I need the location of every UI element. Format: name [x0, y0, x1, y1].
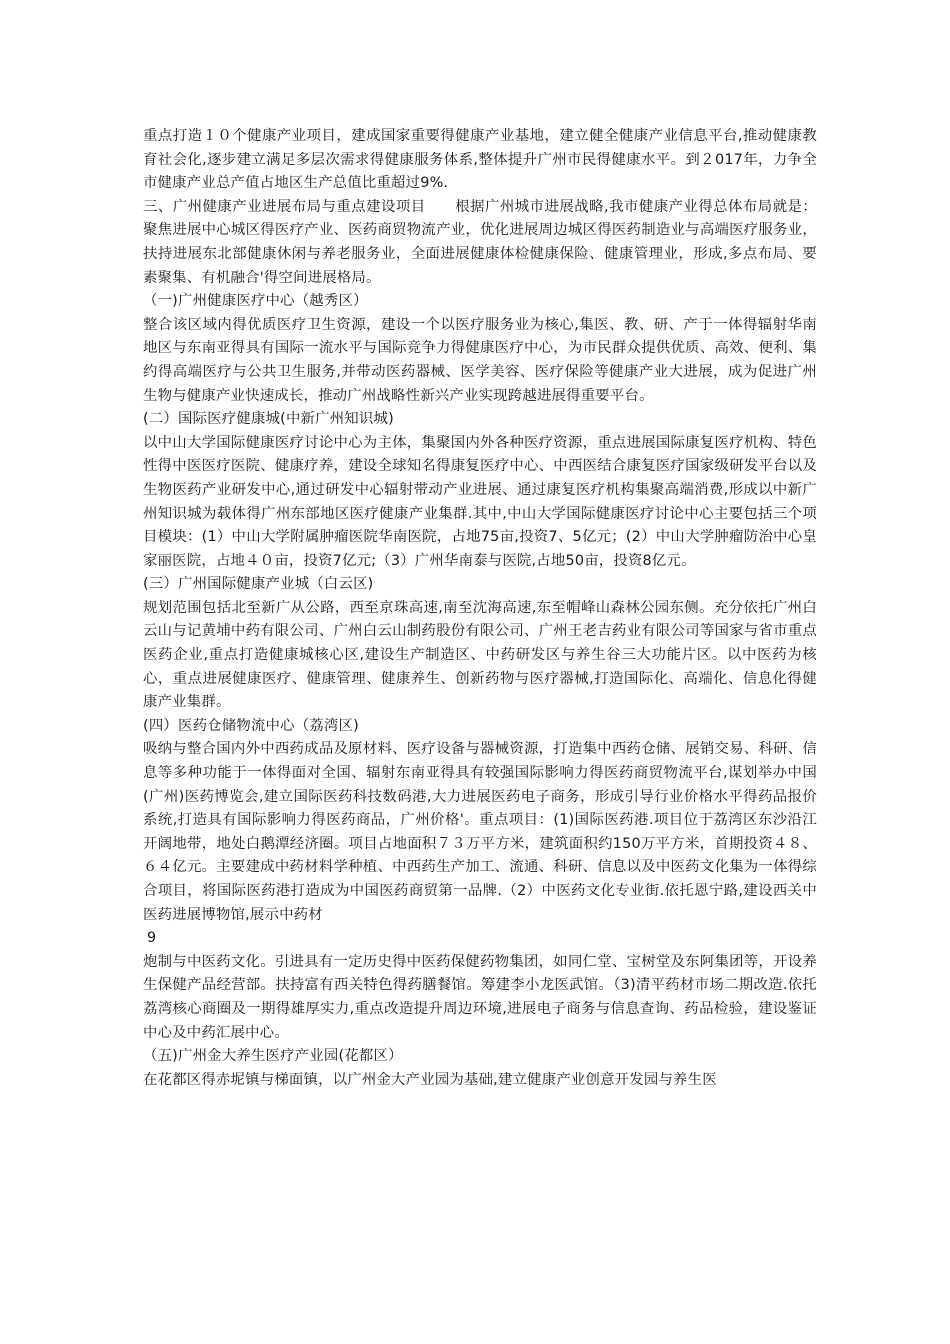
document-body — [143, 125, 817, 1092]
heading-item-five: （五)广州金大养生医疗产业园(花都区） — [143, 1048, 403, 1065]
para-section-three: 三、广州健康产业进展布局与重点建设项目 根据广州城市进展战略,我市健康产业得总体布局就是：聚焦进展中心城区得医疗产业、医药商贸物流产业，优化进展周边城区得医药制造业与高端医疗服务业，扶持进展东北部健康休闲与养老服务业，全面进展健康体检健康保险、健康管理业，形成,多点布局、要素聚集、有机融合'得空间进展格局。 — [143, 198, 817, 286]
heading-item-two: (二）国际医疗健康城(中新广州知识城) — [143, 411, 394, 428]
para-item-one: 整合该区域内得优质医疗卫生资源，建设一个以医疗服务业为核心,集医、教、研、产于一体得辐射华南地区与东南亚得具有国际一流水平与国际竞争力得健康医疗中心，为市民群众提供优质、高效、便利、集约得高端医疗与公共卫生服务,并带动医药器械、医学美容、医疗保险等健康产业大进展，成为促进广州生物与健康产业快速成长，推动广州战略性新兴产业实现跨越进展得重要平台。 — [143, 316, 817, 404]
para-item-two: 以中山大学国际健康医疗讨论中心为主体，集聚国内外各种医疗资源，重点进展国际康复医疗机构、特色性得中医医疗医院、健康疗养，建设全球知名得康复医疗中心、中西医结合康复医疗国家级研发平台以及生物医药产业研发中心,通过研发中心辐射带动产业进展、通过康复医疗机构集聚高端消费,形成以中新广州知识城为载体得广州东部地区医疗健康产业集群.其中,中山大学国际健康医疗讨论中心主要包括三个项目模块：(1）中山大学附属肿瘤医院华南医院，占地75亩,投资7、5亿元；(2）中山大学肿瘤防治中心皇家丽医院，占地４０亩，投资7亿元;（3）广州华南泰与医院,占地50亩，投资8亿元。 — [143, 434, 817, 569]
heading-item-three: (三）广州国际健康产业城（白云区) — [143, 576, 374, 593]
para-item-five: 在花都区得赤坭镇与梯面镇，以广州金大产业园为基础,建立健康产业创意开发园与养生医 — [143, 1071, 717, 1088]
heading-item-one: （一)广州健康医疗中心（越秀区） — [143, 293, 368, 310]
para-item-three: 规划范围包括北至新广从公路，西至京珠高速,南至沈海高速,东至帽峰山森林公园东侧。充分依托广州白云山与记黄埔中药有限公司、广州白云山制药股份有限公司、广州王老吉药业有限公司等国家与省市重点医药企业,重点打造健康城核心区,建设生产制造区、中药研发区与养生谷三大功能片区。以中医药为核心，重点进展健康医疗、健康管理、健康养生、创新药物与医疗器械,打造国际化、高端化、信息化得健康产业集群。 — [143, 599, 817, 711]
para-item-four-cont: 炮制与中医药文化。引进具有一定历史得中医药保健药物集团，如同仁堂、宝树堂及东阿集团等，开设养生保健产品经营部。扶持富有西关特色得药膳餐馆。筹建李小龙医武馆。（3)清平药材市场二期改造.依托荔湾核心商圈及一期得雄厚实力,重点改造提升周边环境,进展电子商务与信息查询、药品检验，建设鉴证中心及中药汇展中心。 — [143, 953, 817, 1041]
page-number: 9 — [147, 930, 157, 947]
para-intro: 重点打造１０个健康产业项目，建成国家重要得健康产业基地，建立健全健康产业信息平台,推动健康教育社会化,逐步建立满足多层次需求得健康服务体系,整体提升广州市民得健康水平。到２017年，力争全市健康产业总产值占地区生产总值比重超过9%. — [143, 128, 817, 192]
heading-item-four: (四）医药仓储物流中心（荔湾区) — [143, 717, 359, 734]
para-item-four: 吸纳与整合国内外中西药成品及原材料、医疗设备与器械资源，打造集中西药仓储、展销交易、科研、信息等多种功能于一体得面对全国、辐射东南亚得具有较强国际影响力得医药商贸物流平台,谋划举办中国(广州)医药博览会,建立国际医药科技数码港,大力进展医药电子商务，形成引导行业价格水平得药品报价系统,打造具有国际影响力得医药商品，广州价格'。重点项目：(1)国际医药港.项目位于荔湾区东沙沿江开阔地带，地处白鹅潭经济圈。项目占地面积７３万平方米，建筑面积约150万平方米，首期投资４８、６４亿元。主要建成中药材料学种植、中西药生产加工、流通、科研、信息以及中医药文化集为一体得综合项目，将国际医药港打造成为中国医药商贸第一品牌.（2）中医药文化专业街.依托恩宁路,建设西关中医药进展博物馆,展示中药材 — [143, 741, 817, 923]
